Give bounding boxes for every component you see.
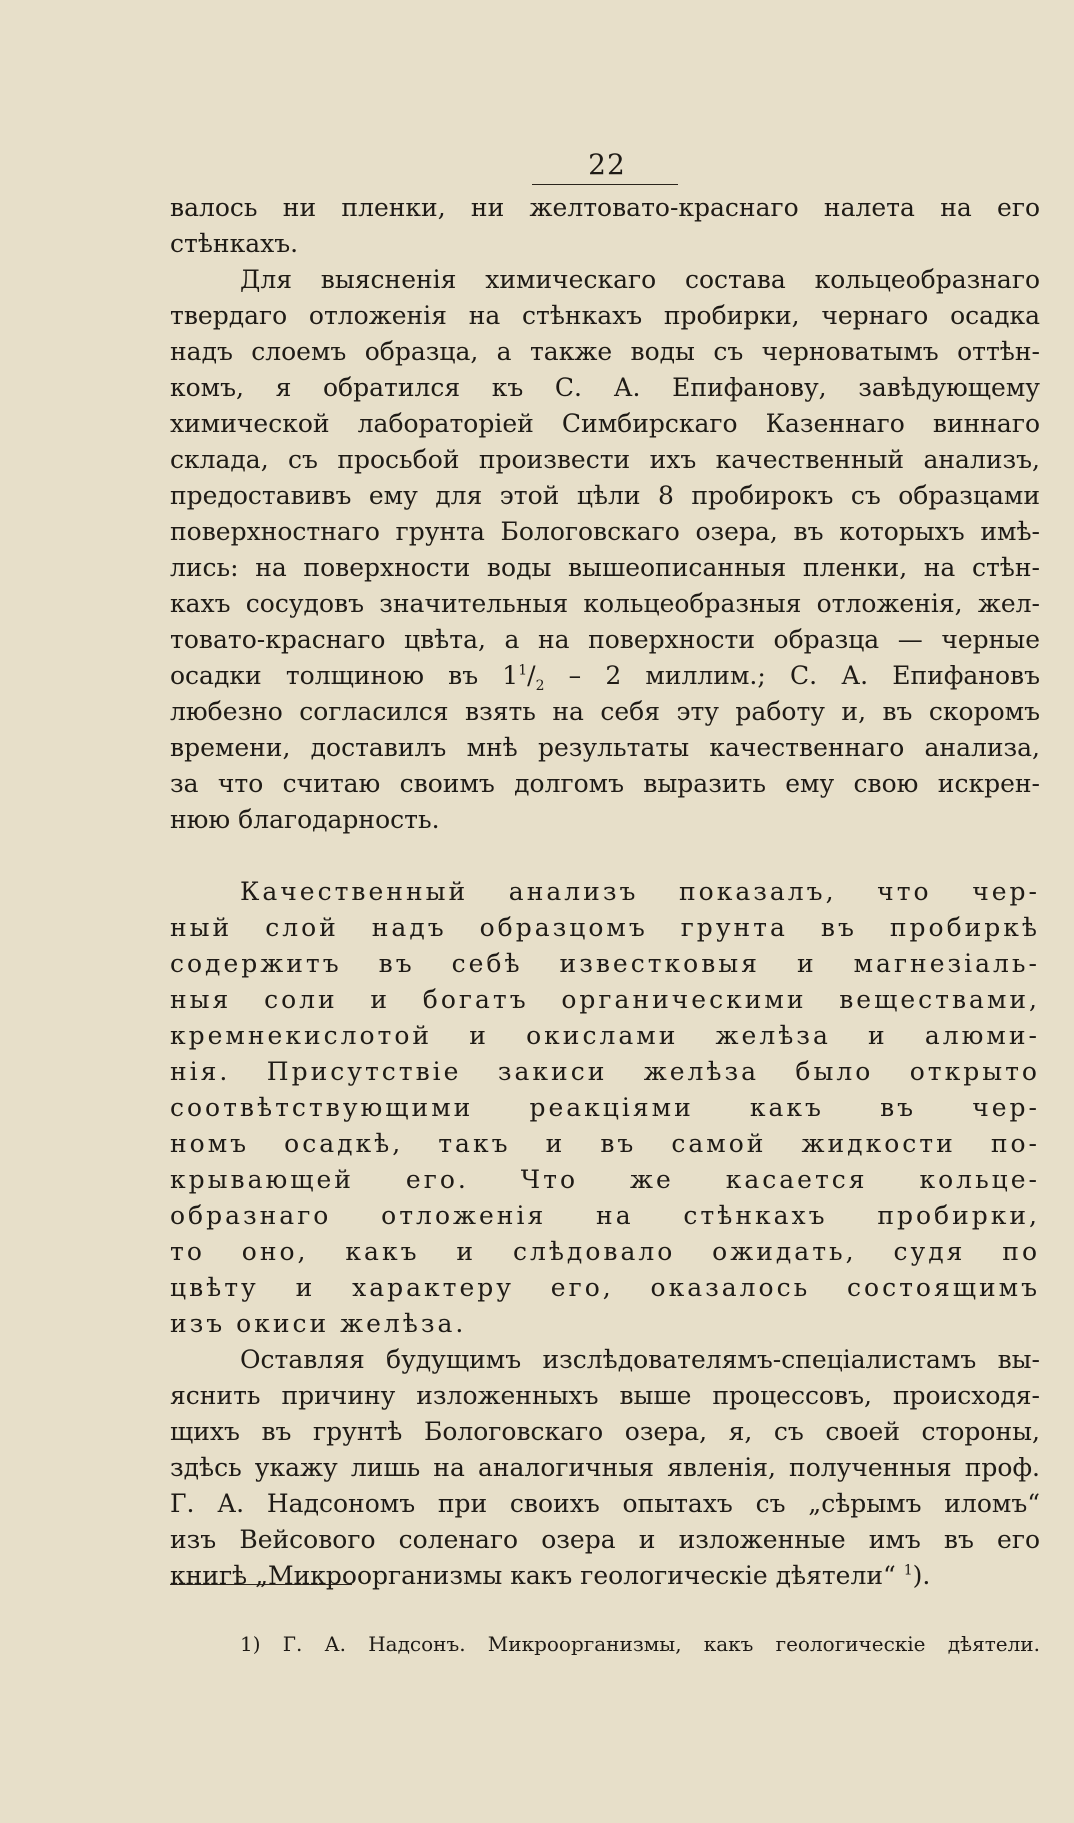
text-line-10: поверхностнаго грунта Бологовскаго озера, въ которыхъ имѣ- — [170, 517, 1040, 546]
text-line-15: любезно согласился взять на себя эту работу и, въ скоромъ — [170, 697, 1040, 726]
text-line-7: химической лабораторіей Симбирскаго Казеннаго виннаго — [170, 409, 1040, 438]
text-line-38 — [170, 1558, 1040, 1594]
fraction-denominator: 2 — [535, 678, 545, 694]
fraction-slash: / — [527, 661, 536, 690]
text-line-19: Качественный анализъ показалъ, что чер- — [240, 877, 1040, 906]
footnote-marker-close: ). — [912, 1561, 931, 1590]
text-line-29: то оно, какъ и слѣдовало ожидать, судя по — [170, 1237, 1040, 1266]
footnote: 1) Г. А. Надсонъ. Микроорганизмы, какъ геологическіе дѣятели. — [240, 1632, 1040, 1656]
text-line-36: Г. А. Надсономъ при своихъ опытахъ съ „сѣрымъ иломъ“ — [170, 1489, 1040, 1518]
text-line-24: нія. Присутствіе закиси желѣза было открыто — [170, 1057, 1040, 1086]
text-line-33: яснить причину изложенныхъ выше процессовъ, происходя- — [170, 1381, 1040, 1410]
text-line-35: здѣсь укажу лишь на аналогичныя явленія, полученныя проф. — [170, 1453, 1040, 1482]
footnote-marker: 1 — [903, 1562, 913, 1579]
page-number: 22 — [588, 148, 626, 181]
text-line-17: за что считаю своимъ долгомъ выразить ему свою искрен- — [170, 769, 1040, 798]
header-rule — [532, 184, 678, 185]
text-line-6: комъ, я обратился къ С. А. Епифанову, завѣдующему — [170, 373, 1040, 402]
text-line-18: нюю благодарность. — [170, 805, 440, 834]
text-line-2: стѣнкахъ. — [170, 229, 299, 258]
text-line-37: изъ Вейсового соленаго озера и изложенные имъ въ его — [170, 1525, 1040, 1554]
text-line-20: ный слой надъ образцомъ грунта въ пробиркѣ — [170, 913, 1040, 942]
text-line-5: надъ слоемъ образца, а также воды съ черноватымъ оттѣн- — [170, 337, 1040, 366]
footnote-rule — [170, 1584, 352, 1585]
text-line-1: валось ни пленки, ни желтовато-краснаго налета на его — [170, 193, 1040, 222]
text-line-26: номъ осадкѣ, такъ и въ самой жидкости по- — [170, 1129, 1040, 1158]
text-line-12: кахъ сосудовъ значительныя кольцеобразныя отложенія, жел- — [170, 589, 1040, 618]
text-line-9: предоставивъ ему для этой цѣли 8 пробирокъ съ образцами — [170, 481, 1040, 510]
text-line-31: изъ окиси желѣза. — [170, 1309, 467, 1338]
text-line-8: склада, съ просьбой произвести ихъ качественный анализъ, — [170, 445, 1040, 474]
text-line-14-rest: – 2 миллим.; С. А. Епифановъ — [568, 661, 1040, 690]
text-line-4: твердаго отложенія на стѣнкахъ пробирки, чернаго осадка — [170, 301, 1040, 330]
text-line-21: содержитъ въ себѣ известковыя и магнезіаль- — [170, 949, 1040, 978]
text-line-30: цвѣту и характеру его, оказалось состоящимъ — [170, 1273, 1040, 1302]
text-line-14 — [170, 658, 1040, 694]
text-line-16: времени, доставилъ мнѣ результаты качественнаго анализа, — [170, 733, 1040, 762]
text-line-38-text: книгѣ „Микроорганизмы какъ геологическіе дѣятели“ — [170, 1561, 896, 1590]
text-line-13: товато-краснаго цвѣта, а на поверхности образца — черные — [170, 625, 1040, 654]
text-line-28: образнаго отложенія на стѣнкахъ пробирки, — [170, 1201, 1040, 1230]
text-line-32: Оставляя будущимъ изслѣдователямъ-спеціалистамъ вы- — [240, 1345, 1040, 1374]
text-line-3: Для выясненія химическаго состава кольцеобразнаго — [240, 265, 1040, 294]
text-line-34: щихъ въ грунтѣ Бологовскаго озера, я, съ своей стороны, — [170, 1417, 1040, 1446]
text-line-23: кремнекислотой и окислами желѣза и алюми- — [170, 1021, 1040, 1050]
fraction-numerator: 1 — [518, 662, 528, 679]
text-line-27: крывающей его. Что же касается кольце- — [170, 1165, 1040, 1194]
text-line-14-start: осадки толщиною въ 1 — [170, 661, 519, 690]
text-line-11: лись: на поверхности воды вышеописанныя пленки, на стѣн- — [170, 553, 1040, 582]
text-line-25: соотвѣтствующими реакціями какъ въ чер- — [170, 1093, 1040, 1122]
text-line-22: ныя соли и богатъ органическими веществами, — [170, 985, 1040, 1014]
